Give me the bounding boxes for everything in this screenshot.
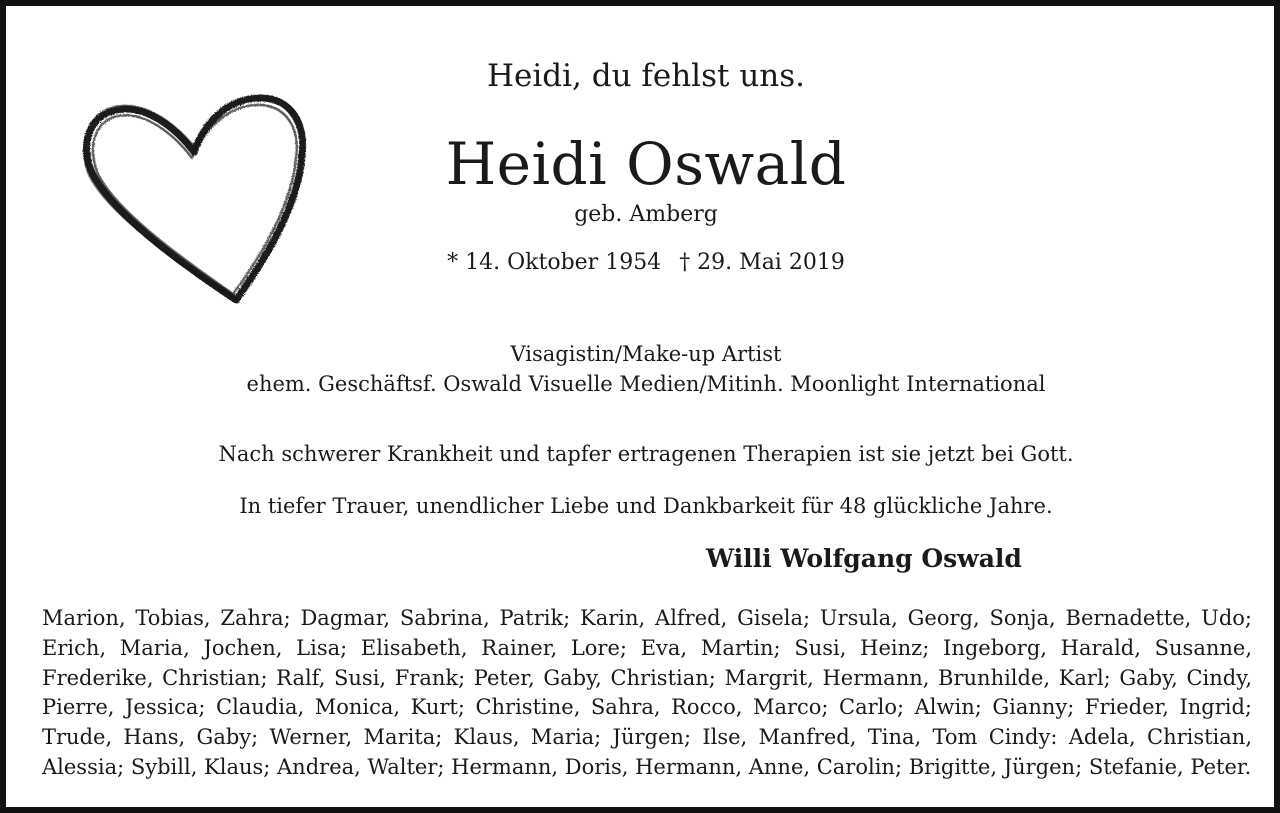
birth-name: geb. Amberg — [574, 202, 718, 227]
headline: Heidi, du fehlst uns. — [486, 58, 806, 94]
life-dates — [6, 250, 1280, 275]
signer-name: Willi Wolfgang Oswald — [706, 544, 1022, 573]
death-date: † 29. Mai 2019 — [679, 250, 845, 275]
birth-date: * 14. Oktober 1954 — [447, 250, 662, 275]
notice-text-mourning: In tiefer Trauer, unendlicher Liebe und Dankbarkeit für 48 glückliche Jahre. — [239, 494, 1053, 518]
deceased-name: Heidi Oswald — [445, 130, 847, 198]
notice-text-illness: Nach schwerer Krankheit und tapfer ertragenen Therapien ist sie jetzt bei Gott. — [218, 442, 1074, 466]
mourners-list: Marion, Tobias, Zahra; Dagmar, Sabrina, Patrik; Karin, Alfred, Gisela; Ursula, Georg, Sonja, Bernadette, Udo; Erich, Maria, Jochen, Lisa; Elisabeth, Rainer, Lore; Eva, Martin; Susi, Heinz; Ingeborg, Harald, Susanne, Frederike, Christian; Ralf, Susi, Frank; Peter, Gaby, Christian; Margrit, Hermann, Brunhilde, Karl; Gaby, Cindy, Pierre, Jessica; Claudia, Monica, Kurt; Christine, Sahra, Rocco, Marco; Carlo; Alwin; Gianny; Frieder, Ingrid; Trude, Hans, Gaby; Werner, Marita; Klaus, Maria; Jürgen; Ilse, Manfred, Tina, Tom Cindy: Adela, Christian, Alessia; Sybill, Klaus; Andrea, Walter; Hermann, Doris, Hermann, Anne, Carolin; Brigitte, Jürgen; Stefanie, Peter. — [42, 606, 1252, 779]
occupation: Visagistin/Make-up Artist — [510, 342, 782, 366]
former-position: ehem. Geschäftsf. Oswald Visuelle Medien/Mitinh. Moonlight International — [246, 372, 1046, 396]
